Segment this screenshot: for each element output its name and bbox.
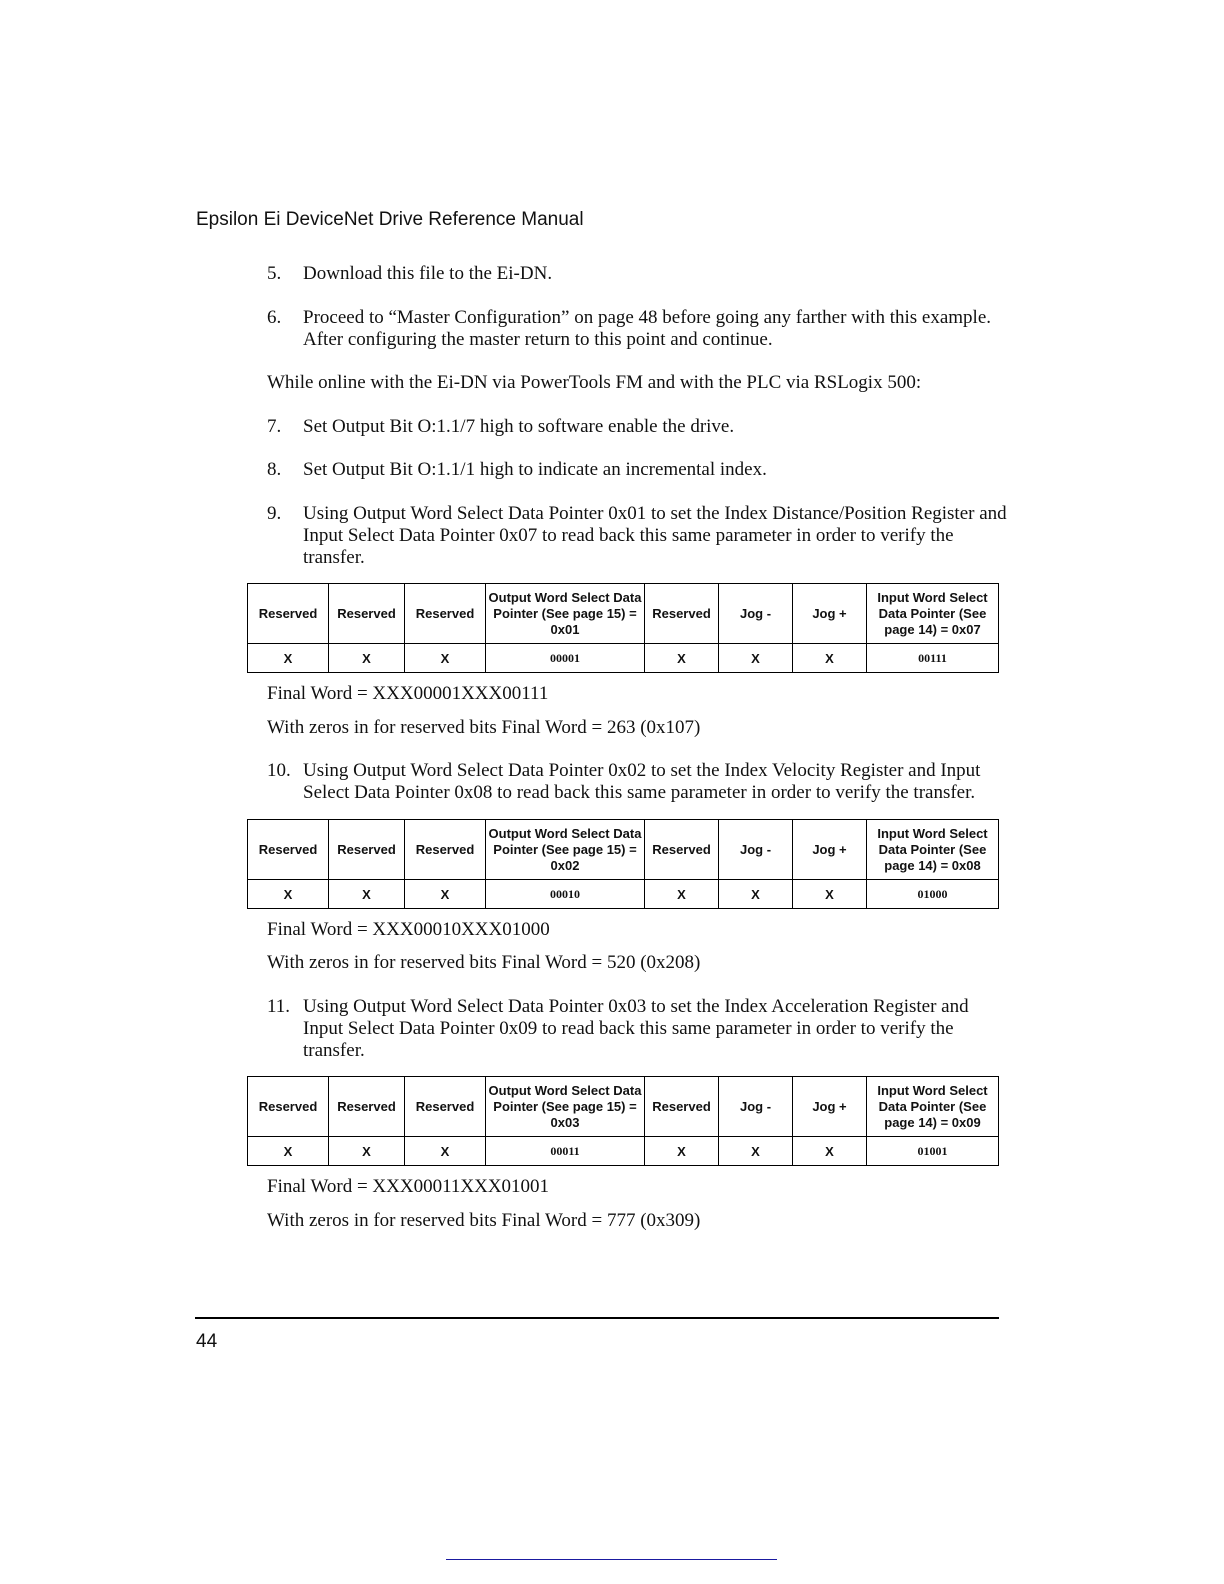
column-header: Reserved bbox=[248, 820, 329, 880]
step-text: Download this file to the Ei-DN. bbox=[303, 263, 553, 284]
table-cell: X bbox=[405, 1137, 486, 1166]
column-header: Jog - bbox=[719, 1077, 793, 1137]
final-word-1: Final Word = XXX00001XXX00111 bbox=[267, 683, 549, 704]
step-text: Set Output Bit O:1.1/7 high to software enable the drive. bbox=[303, 416, 735, 437]
column-header: Reserved bbox=[329, 584, 405, 644]
column-header: Input Word Select Data Pointer (See page 14) = 0x08 bbox=[867, 820, 999, 880]
step-8 bbox=[267, 459, 1007, 481]
column-header: Jog - bbox=[719, 820, 793, 880]
step-number: 10. bbox=[267, 760, 291, 781]
table-cell: X bbox=[719, 880, 793, 909]
table-cell: X bbox=[645, 880, 719, 909]
column-header: Output Word Select Data Pointer (See page 15) = 0x02 bbox=[486, 820, 645, 880]
table-cell: X bbox=[329, 880, 405, 909]
table-cell: 00001 bbox=[486, 644, 645, 673]
step-text: Using Output Word Select Data Pointer 0x03 to set the Index Acceleration Register and Input Select Data Pointer 0x09 to read back this same parameter in order to verify the transfer. bbox=[303, 996, 969, 1061]
column-header: Reserved bbox=[405, 820, 486, 880]
bit-table-3 bbox=[247, 1076, 999, 1166]
column-header: Reserved bbox=[248, 584, 329, 644]
footer-rule bbox=[195, 1317, 999, 1319]
step-number: 6. bbox=[267, 307, 282, 328]
table-header-row bbox=[248, 820, 999, 880]
table-header-row bbox=[248, 1077, 999, 1137]
column-header: Jog - bbox=[719, 584, 793, 644]
table-cell: 00111 bbox=[867, 644, 999, 673]
table-cell: 00010 bbox=[486, 880, 645, 909]
step-text: Proceed to “Master Configuration” on page 48 before going any farther with this example. After configuring the master return to this point and continue. bbox=[303, 307, 992, 350]
table-cell: X bbox=[248, 644, 329, 673]
column-header: Reserved bbox=[248, 1077, 329, 1137]
table-cell: X bbox=[645, 644, 719, 673]
step-11 bbox=[267, 996, 1007, 1062]
table-cell: X bbox=[248, 880, 329, 909]
running-header: Epsilon Ei DeviceNet Drive Reference Manual bbox=[196, 209, 584, 230]
step-6 bbox=[267, 307, 1007, 351]
column-header: Jog + bbox=[793, 1077, 867, 1137]
column-header: Input Word Select Data Pointer (See page 14) = 0x09 bbox=[867, 1077, 999, 1137]
step-number: 7. bbox=[267, 416, 282, 437]
footer-link-line[interactable] bbox=[446, 1559, 777, 1560]
column-header: Reserved bbox=[329, 1077, 405, 1137]
table-cell: X bbox=[248, 1137, 329, 1166]
step-9 bbox=[267, 503, 1007, 569]
zeros-note-3: With zeros in for reserved bits Final Word = 777 (0x309) bbox=[267, 1210, 701, 1231]
table-cell: X bbox=[793, 644, 867, 673]
column-header: Output Word Select Data Pointer (See page 15) = 0x01 bbox=[486, 584, 645, 644]
table-cell: X bbox=[793, 1137, 867, 1166]
step-number: 5. bbox=[267, 263, 282, 284]
table-cell: X bbox=[329, 1137, 405, 1166]
zeros-note-2: With zeros in for reserved bits Final Word = 520 (0x208) bbox=[267, 952, 701, 973]
table-cell: X bbox=[719, 1137, 793, 1166]
table-cell: X bbox=[405, 880, 486, 909]
table-cell: X bbox=[405, 644, 486, 673]
step-text: Set Output Bit O:1.1/1 high to indicate an incremental index. bbox=[303, 459, 767, 480]
column-header: Reserved bbox=[645, 1077, 719, 1137]
table-header-row bbox=[248, 584, 999, 644]
column-header: Jog + bbox=[793, 584, 867, 644]
column-header: Reserved bbox=[645, 584, 719, 644]
step-7 bbox=[267, 416, 1007, 438]
step-number: 8. bbox=[267, 459, 282, 480]
column-header: Reserved bbox=[405, 1077, 486, 1137]
table-cell: X bbox=[793, 880, 867, 909]
table-cell: X bbox=[645, 1137, 719, 1166]
step-5 bbox=[267, 263, 1007, 285]
table-cell: 00011 bbox=[486, 1137, 645, 1166]
page-number: 44 bbox=[196, 1331, 218, 1352]
step-number: 11. bbox=[267, 996, 291, 1017]
bit-table-2 bbox=[247, 819, 999, 909]
table-row bbox=[248, 644, 999, 673]
table-cell: X bbox=[329, 644, 405, 673]
table-cell: 01001 bbox=[867, 1137, 999, 1166]
final-word-2: Final Word = XXX00010XXX01000 bbox=[267, 919, 550, 940]
column-header: Output Word Select Data Pointer (See page 15) = 0x03 bbox=[486, 1077, 645, 1137]
online-note: While online with the Ei-DN via PowerTools FM and with the PLC via RSLogix 500: bbox=[267, 372, 922, 393]
column-header: Reserved bbox=[645, 820, 719, 880]
step-text: Using Output Word Select Data Pointer 0x02 to set the Index Velocity Register and Input Select Data Pointer 0x08 to read back this same parameter in order to verify the transfer. bbox=[303, 760, 981, 803]
column-header: Reserved bbox=[405, 584, 486, 644]
step-text: Using Output Word Select Data Pointer 0x01 to set the Index Distance/Position Register and Input Select Data Pointer 0x07 to read back this same parameter in order to verify the transfer. bbox=[303, 503, 1007, 568]
table-row bbox=[248, 1137, 999, 1166]
zeros-note-1: With zeros in for reserved bits Final Word = 263 (0x107) bbox=[267, 717, 701, 738]
column-header: Jog + bbox=[793, 820, 867, 880]
step-10 bbox=[267, 760, 1007, 804]
bit-table-1 bbox=[247, 583, 999, 673]
step-number: 9. bbox=[267, 503, 282, 524]
table-row bbox=[248, 880, 999, 909]
column-header: Reserved bbox=[329, 820, 405, 880]
table-cell: 01000 bbox=[867, 880, 999, 909]
table-cell: X bbox=[719, 644, 793, 673]
final-word-3: Final Word = XXX00011XXX01001 bbox=[267, 1176, 550, 1197]
column-header: Input Word Select Data Pointer (See page 14) = 0x07 bbox=[867, 584, 999, 644]
